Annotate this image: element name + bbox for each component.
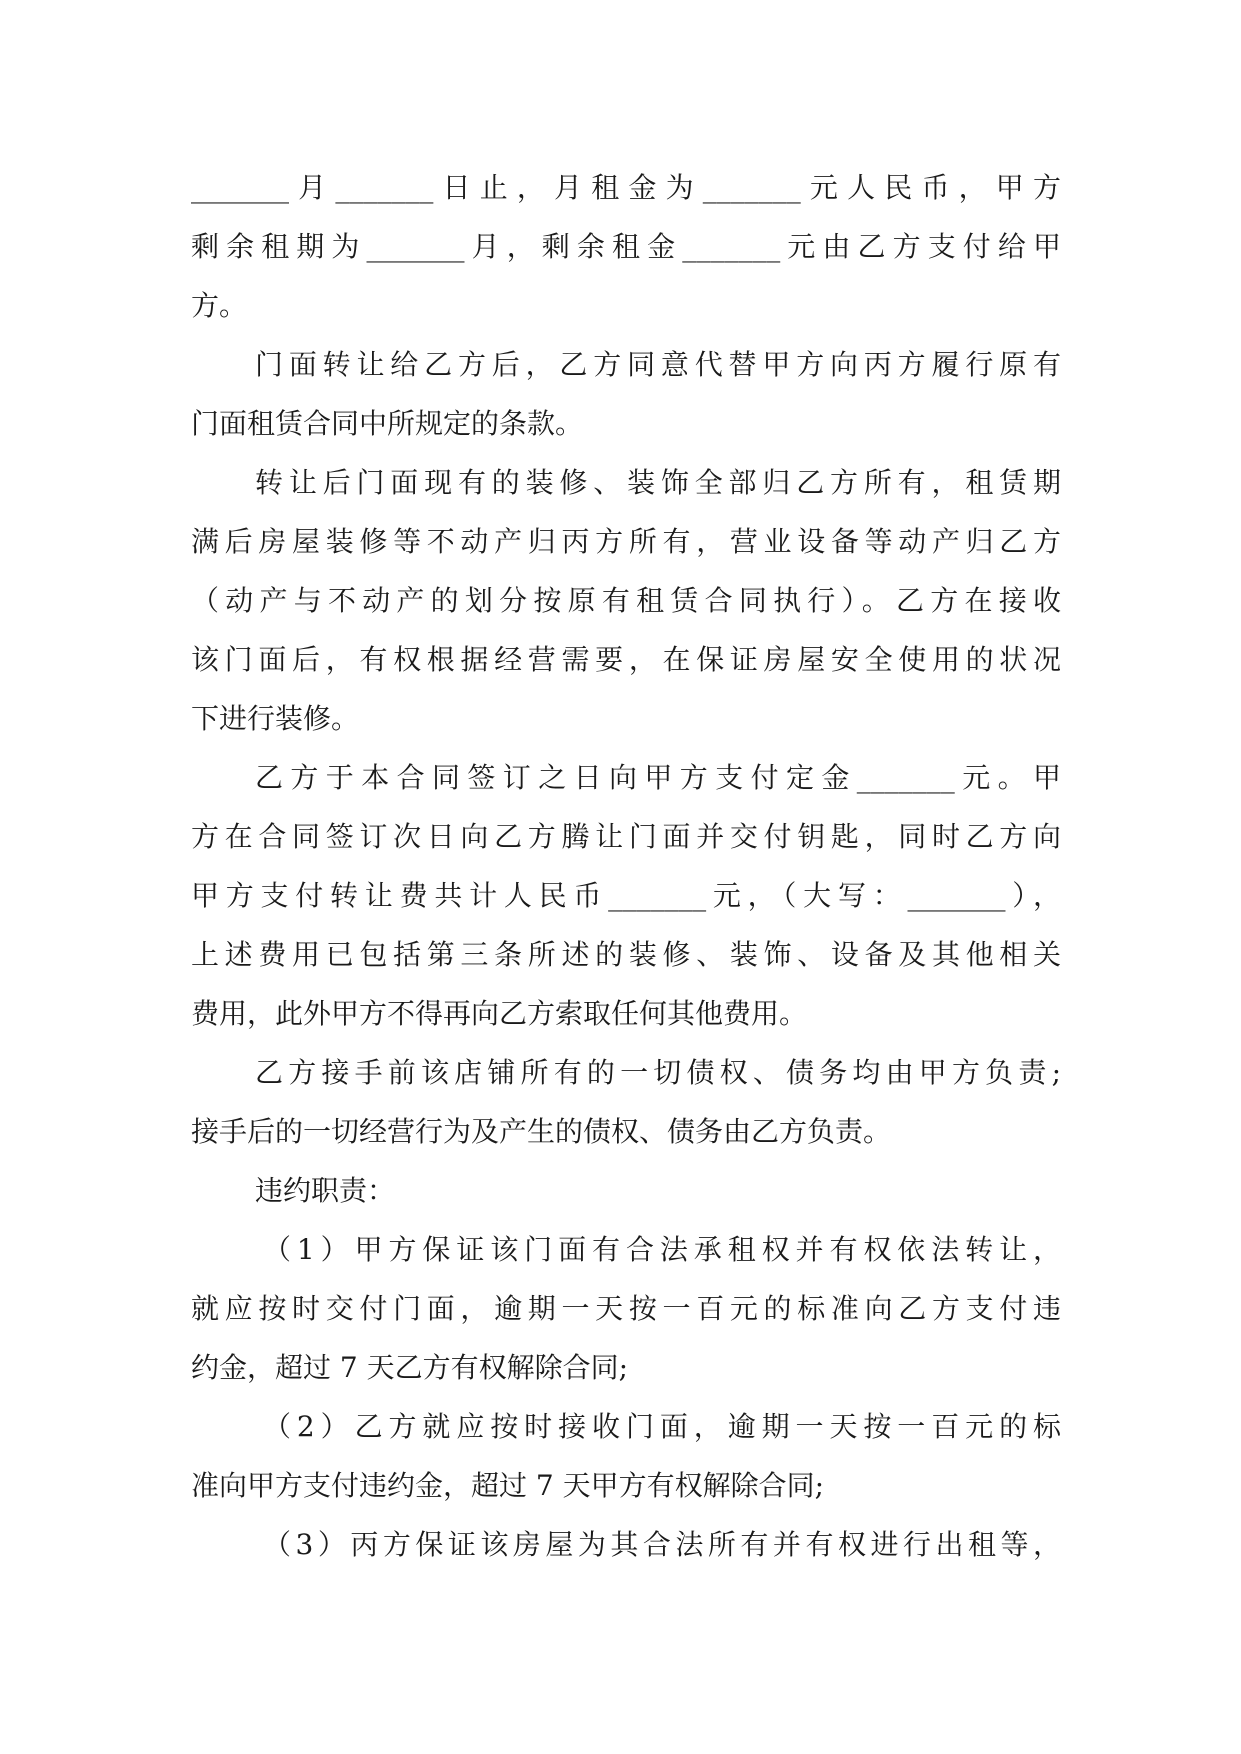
text-line: 准向甲方支付违约金，超过 7 天甲方有权解除合同; (191, 1469, 825, 1502)
text-line: 约金，超过 7 天乙方有权解除合同; (191, 1351, 629, 1384)
section-heading: 违约职责： (255, 1174, 396, 1207)
text-line: 满后房屋装修等不动产归丙方所有，营业设备等动产归乙方 (191, 525, 1061, 558)
text-line: 上述费用已包括第三条所述的装修、装饰、设备及其他相关 (191, 938, 1061, 971)
text-line: 接手后的一切经营行为及产生的债权、债务由乙方负责。 (191, 1115, 892, 1148)
text-line: （动产与不动产的划分按原有租赁合同执行）。乙方在接收 (191, 584, 1061, 617)
text-line: 该门面后，有权根据经营需要，在保证房屋安全使用的状况 (191, 643, 1061, 676)
text-line: 门面租赁合同中所规定的条款。 (191, 407, 584, 440)
clause-item: （2）乙方就应按时接收门面，逾期一天按一百元的标 (263, 1410, 1061, 1443)
contract-body (191, 158, 1061, 1574)
text-line: 就应按时交付门面，逾期一天按一百元的标准向乙方支付违 (191, 1292, 1061, 1325)
text-line: 甲方支付转让费共计人民币_______元，（大写：_______）， (191, 879, 1061, 912)
clause-item: （3）丙方保证该房屋为其合法所有并有权进行出租等， (263, 1528, 1061, 1561)
text-line: 方在合同签订次日向乙方腾让门面并交付钥匙，同时乙方向 (191, 820, 1061, 853)
text-line: 费用，此外甲方不得再向乙方索取任何其他费用。 (191, 997, 808, 1030)
text-line: 剩余租期为_______月，剩余租金_______元由乙方支付给甲 (191, 230, 1061, 263)
text-line: 乙方于本合同签订之日向甲方支付定金_______元。甲 (255, 761, 1061, 794)
text-line: 方。 (191, 289, 248, 322)
text-line: _______月_______日止，月租金为_______元人民币，甲方 (191, 171, 1061, 204)
text-line: 下进行装修。 (191, 702, 360, 735)
clause-item: （1）甲方保证该门面有合法承租权并有权依法转让， (263, 1233, 1061, 1266)
text-line: 乙方接手前该店铺所有的一切债权、债务均由甲方负责; (255, 1056, 1061, 1089)
text-line: 转让后门面现有的装修、装饰全部归乙方所有，租赁期 (255, 466, 1061, 499)
text-line: 门面转让给乙方后，乙方同意代替甲方向丙方履行原有 (255, 348, 1061, 381)
